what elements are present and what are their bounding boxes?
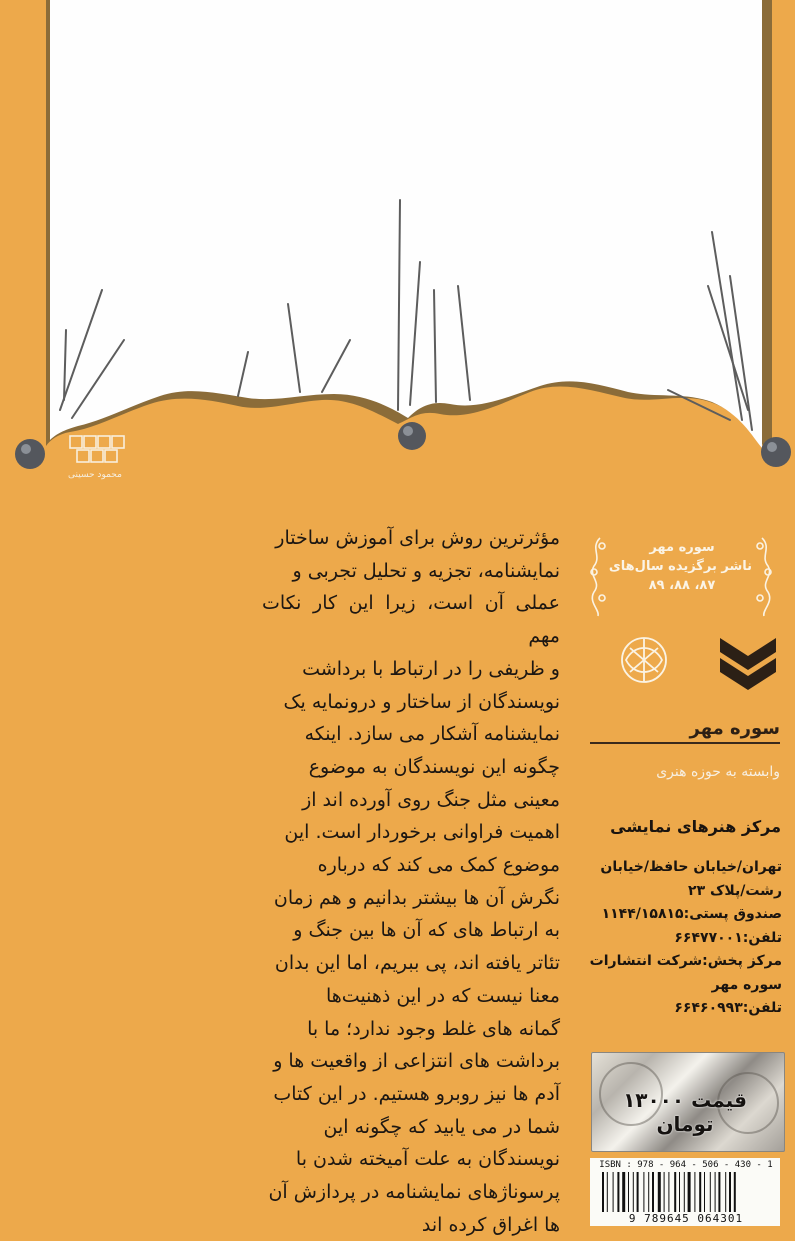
publisher-contact xyxy=(580,856,782,1021)
description-line: ها اغراق کرده اند xyxy=(421,1213,560,1236)
phone: تلفن:۶۶۴۷۷۰۰۱ xyxy=(674,929,782,946)
price-text xyxy=(600,1088,770,1136)
description-line: چگونه این نویسندگان به موضوع xyxy=(308,755,560,778)
description-line: نمایشنامه آشکار می سازد. اینکه xyxy=(304,723,560,746)
book-description xyxy=(262,522,560,1241)
description-line: مؤثرترین روش برای آموزش ساختار xyxy=(275,527,560,549)
description-line: به ارتباط های که آن ها بین جنگ و xyxy=(293,919,560,942)
illustrator-credit: محمود حسینی xyxy=(68,470,122,480)
description-line: معنا نیست که در این ذهنیت‌ها xyxy=(325,984,560,1007)
award-years: ۸۷، ۸۸، ۸۹ xyxy=(648,578,716,593)
description-line: اهمیت فراوانی برخوردار است. این xyxy=(284,821,560,844)
address-line: تهران/خیابان حافظ/خیابان xyxy=(600,859,782,875)
distribution-phone: تلفن:۶۶۴۶۰۹۹۳ xyxy=(674,1000,782,1016)
distribution-line: مرکز پخش:شرکت انتشارات xyxy=(589,953,782,969)
description-line: نگرش آن ها بیشتر بدانیم و هم زمان xyxy=(273,886,560,909)
publisher-name: سوره مهر xyxy=(689,718,780,739)
description-line: شما در می یابید که چگونه این xyxy=(323,1115,560,1138)
pin-right xyxy=(761,437,791,467)
pin-left xyxy=(15,439,45,469)
illustrator-ornament-icon xyxy=(66,430,128,474)
isbn-label: ISBN : 978 - 964 - 506 - 430 - 1 xyxy=(599,1160,773,1170)
description-line: نمایشنامه، تجزیه و تحلیل تجربی و xyxy=(292,559,560,582)
po-box: صندوق پستی:۱۱۴۴/۱۵۸۱۵ xyxy=(601,906,782,922)
description-line: نویسندگان به علت آمیخته شدن با xyxy=(295,1148,560,1171)
description-line: برداشت های انتزاعی از واقعیت ها و xyxy=(273,1050,560,1073)
award-title: ناشر برگزیده سال‌های xyxy=(608,559,752,574)
center-name: مرکز هنرهای نمایشی xyxy=(610,817,781,836)
description-line: معینی مثل جنگ روی آورده اند از xyxy=(302,788,560,811)
description-line: آدم ها نیز روبرو هستیم. در این کتاب xyxy=(273,1082,560,1105)
pin-center xyxy=(398,422,426,450)
description-line: تئاتر یافته اند، پی ببریم، اما این بدان xyxy=(274,952,560,975)
distribution-line: سوره مهر xyxy=(711,976,782,993)
description-line: نویسندگان از ساختار و درونمایه یک xyxy=(283,690,560,713)
calligraphy-emblem-icon xyxy=(622,638,666,682)
price-amount: ۱۳۰۰۰ تومان xyxy=(623,1088,714,1136)
description-line: موضوع کمک می کند که درباره xyxy=(317,854,560,877)
barcode-icon xyxy=(602,1172,770,1212)
award-text xyxy=(608,538,752,595)
award-publisher: سوره مهر xyxy=(649,540,715,555)
description-line: و ظریفی را در ارتباط با برداشت xyxy=(302,657,560,680)
divider xyxy=(590,742,780,744)
curtain-illustration xyxy=(0,0,795,480)
book-emblem-icon xyxy=(720,638,776,690)
description-line: عملی آن است، زیرا این کار نکات مهم xyxy=(262,592,560,648)
publisher-affiliation: وابسته به حوزه هنری xyxy=(656,764,780,780)
curtain-pins xyxy=(15,422,791,469)
description-line: پرسوناژهای نمایشنامه در پردازش آن xyxy=(268,1181,560,1204)
address-line: رشت/پلاک ۲۳ xyxy=(688,882,782,899)
price-label: قیمت xyxy=(691,1088,747,1112)
curtain-cloth xyxy=(50,0,762,448)
barcode-digits: 9 789645 064301 xyxy=(628,1212,744,1225)
publisher-logo-icon xyxy=(604,630,780,692)
description-line: گمانه های غلط وجود ندارد؛ ما با xyxy=(307,1017,560,1040)
